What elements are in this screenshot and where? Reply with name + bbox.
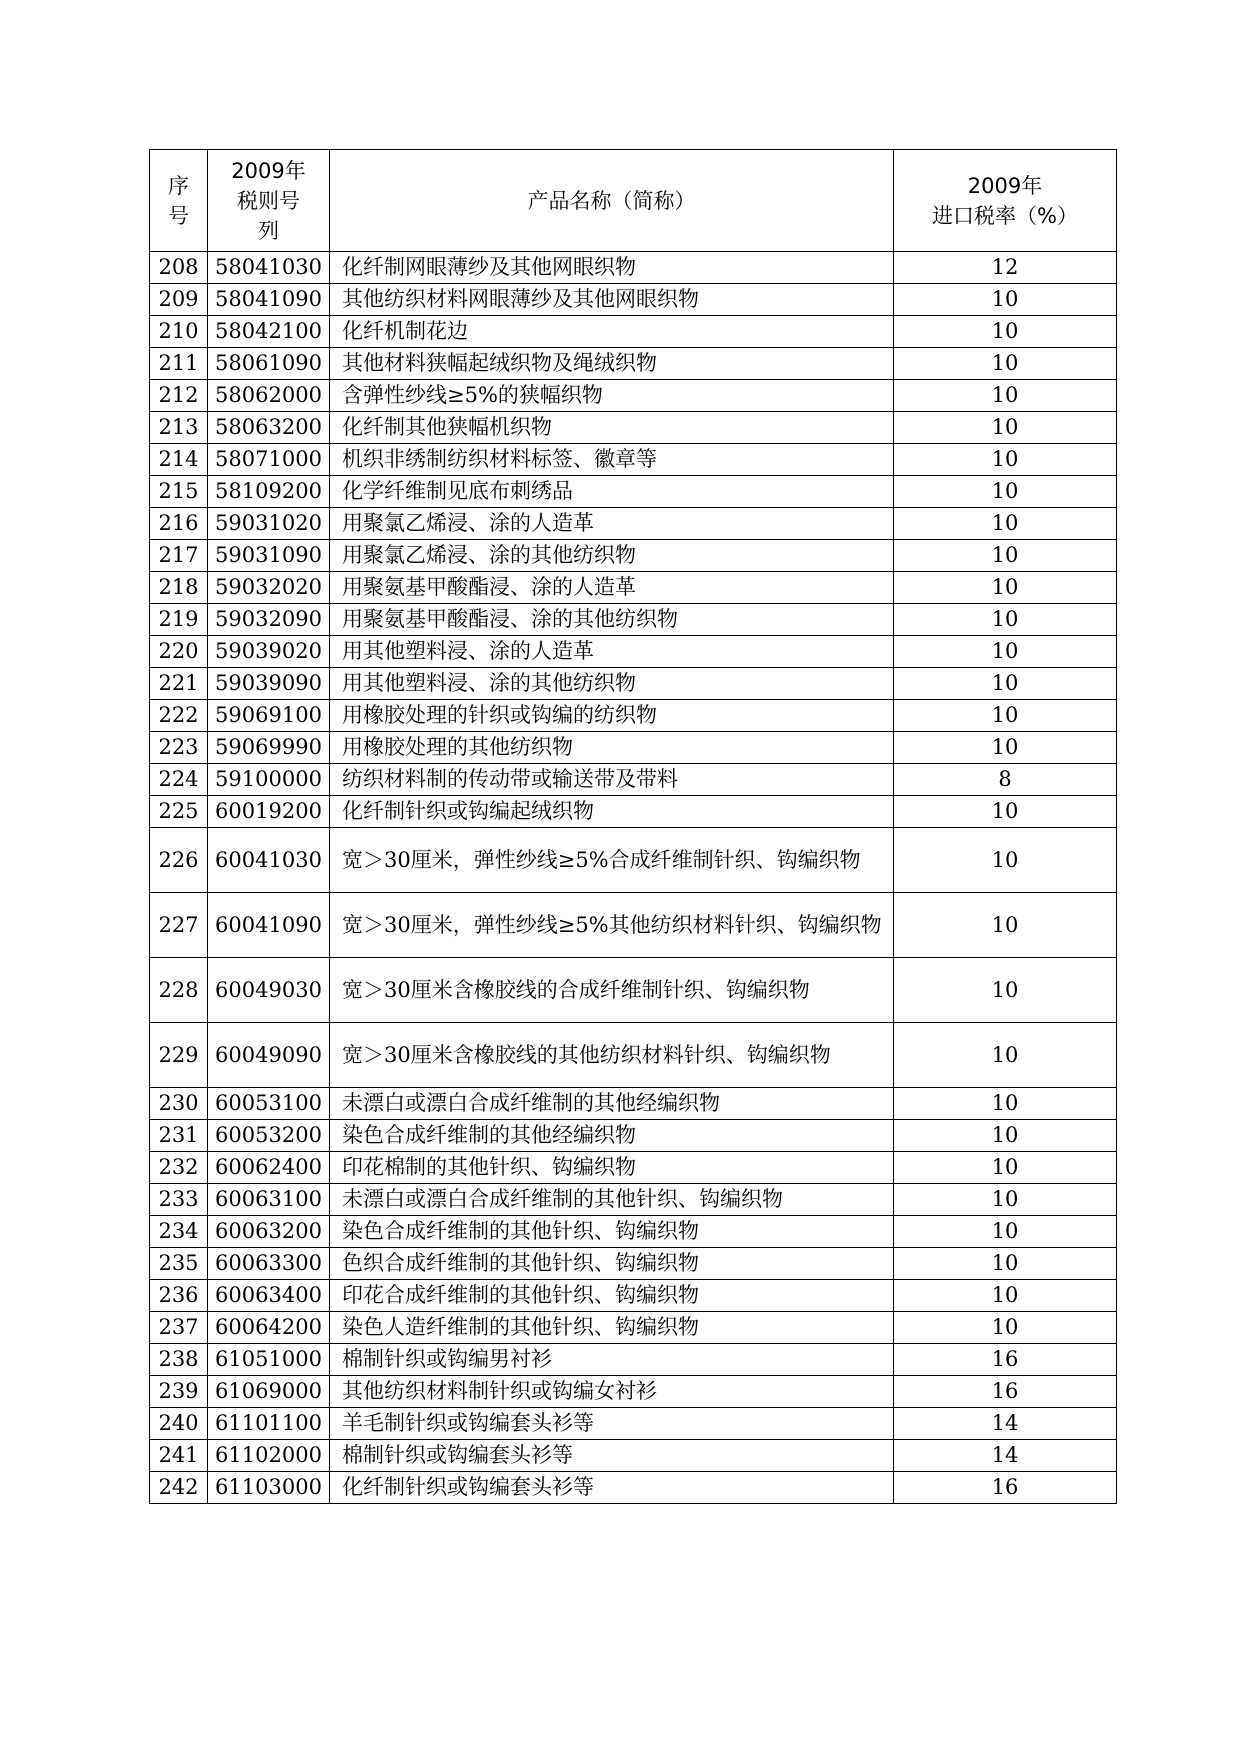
header-code-line: 列 bbox=[258, 218, 279, 243]
table-row bbox=[150, 1280, 1117, 1312]
table-row bbox=[150, 893, 1117, 958]
row-import-rate: 16 bbox=[894, 1344, 1117, 1376]
row-product-name: 染色人造纤维制的其他针织、钩编织物 bbox=[330, 1312, 894, 1344]
row-tariff-code: 58062000 bbox=[208, 380, 330, 412]
header-code bbox=[208, 150, 330, 252]
row-product-name: 化纤制网眼薄纱及其他网眼织物 bbox=[330, 252, 894, 284]
row-seq: 230 bbox=[150, 1088, 208, 1120]
table-row bbox=[150, 508, 1117, 540]
row-import-rate: 10 bbox=[894, 1312, 1117, 1344]
row-tariff-code: 59069100 bbox=[208, 700, 330, 732]
row-import-rate: 12 bbox=[894, 252, 1117, 284]
row-product-name: 用其他塑料浸、涂的其他纺织物 bbox=[330, 668, 894, 700]
row-tariff-code: 59032020 bbox=[208, 572, 330, 604]
row-tariff-code: 60053200 bbox=[208, 1120, 330, 1152]
row-product-name: 棉制针织或钩编男衬衫 bbox=[330, 1344, 894, 1376]
row-import-rate: 10 bbox=[894, 604, 1117, 636]
row-product-name: 化纤制针织或钩编套头衫等 bbox=[330, 1472, 894, 1504]
row-seq: 226 bbox=[150, 828, 208, 893]
row-tariff-code: 60053100 bbox=[208, 1088, 330, 1120]
table-row bbox=[150, 348, 1117, 380]
row-product-name: 化学纤维制见底布刺绣品 bbox=[330, 476, 894, 508]
table-row bbox=[150, 1216, 1117, 1248]
row-import-rate: 16 bbox=[894, 1376, 1117, 1408]
row-seq: 236 bbox=[150, 1280, 208, 1312]
row-product-name: 棉制针织或钩编套头衫等 bbox=[330, 1440, 894, 1472]
row-import-rate: 14 bbox=[894, 1440, 1117, 1472]
header-code-line: 税则号 bbox=[237, 188, 300, 213]
row-seq: 223 bbox=[150, 732, 208, 764]
table-row bbox=[150, 1248, 1117, 1280]
row-tariff-code: 59100000 bbox=[208, 764, 330, 796]
row-tariff-code: 61051000 bbox=[208, 1344, 330, 1376]
table-row bbox=[150, 252, 1117, 284]
row-seq: 212 bbox=[150, 380, 208, 412]
row-import-rate: 10 bbox=[894, 412, 1117, 444]
row-seq: 213 bbox=[150, 412, 208, 444]
row-import-rate: 10 bbox=[894, 1280, 1117, 1312]
row-product-name: 宽＞30厘米含橡胶线的合成纤维制针织、钩编织物 bbox=[330, 958, 894, 1023]
row-import-rate: 10 bbox=[894, 893, 1117, 958]
row-tariff-code: 61101100 bbox=[208, 1408, 330, 1440]
row-tariff-code: 61102000 bbox=[208, 1440, 330, 1472]
row-tariff-code: 60063400 bbox=[208, 1280, 330, 1312]
table-row bbox=[150, 572, 1117, 604]
row-import-rate: 10 bbox=[894, 732, 1117, 764]
row-product-name: 未漂白或漂白合成纤维制的其他经编织物 bbox=[330, 1088, 894, 1120]
row-import-rate: 10 bbox=[894, 1248, 1117, 1280]
row-import-rate: 10 bbox=[894, 1023, 1117, 1088]
table-row bbox=[150, 1440, 1117, 1472]
row-tariff-code: 58063200 bbox=[208, 412, 330, 444]
row-product-name: 染色合成纤维制的其他针织、钩编织物 bbox=[330, 1216, 894, 1248]
row-seq: 211 bbox=[150, 348, 208, 380]
row-import-rate: 10 bbox=[894, 540, 1117, 572]
row-import-rate: 10 bbox=[894, 348, 1117, 380]
table-row bbox=[150, 1376, 1117, 1408]
tariff-table bbox=[149, 149, 1117, 1504]
row-import-rate: 10 bbox=[894, 476, 1117, 508]
row-import-rate: 10 bbox=[894, 1120, 1117, 1152]
table-row bbox=[150, 764, 1117, 796]
row-import-rate: 10 bbox=[894, 316, 1117, 348]
row-seq: 229 bbox=[150, 1023, 208, 1088]
row-import-rate: 10 bbox=[894, 796, 1117, 828]
row-tariff-code: 60063300 bbox=[208, 1248, 330, 1280]
row-tariff-code: 60062400 bbox=[208, 1152, 330, 1184]
table-row bbox=[150, 668, 1117, 700]
row-tariff-code: 58041030 bbox=[208, 252, 330, 284]
row-import-rate: 10 bbox=[894, 1088, 1117, 1120]
table-row bbox=[150, 1184, 1117, 1216]
row-seq: 227 bbox=[150, 893, 208, 958]
row-seq: 209 bbox=[150, 284, 208, 316]
table-row bbox=[150, 1120, 1117, 1152]
row-seq: 217 bbox=[150, 540, 208, 572]
row-seq: 218 bbox=[150, 572, 208, 604]
row-import-rate: 10 bbox=[894, 444, 1117, 476]
header-seq bbox=[150, 150, 208, 252]
table-row bbox=[150, 1312, 1117, 1344]
table-row bbox=[150, 732, 1117, 764]
header-seq-line: 号 bbox=[168, 203, 189, 228]
row-import-rate: 10 bbox=[894, 1184, 1117, 1216]
row-product-name: 用橡胶处理的其他纺织物 bbox=[330, 732, 894, 764]
row-product-name: 羊毛制针织或钩编套头衫等 bbox=[330, 1408, 894, 1440]
table-body bbox=[150, 252, 1117, 1504]
row-product-name: 用聚氨基甲酸酯浸、涂的人造革 bbox=[330, 572, 894, 604]
row-product-name: 其他材料狭幅起绒织物及绳绒织物 bbox=[330, 348, 894, 380]
row-import-rate: 10 bbox=[894, 958, 1117, 1023]
header-seq-line: 序 bbox=[168, 173, 189, 198]
table-row bbox=[150, 284, 1117, 316]
row-seq: 234 bbox=[150, 1216, 208, 1248]
row-import-rate: 14 bbox=[894, 1408, 1117, 1440]
row-tariff-code: 60019200 bbox=[208, 796, 330, 828]
table-row bbox=[150, 444, 1117, 476]
row-seq: 241 bbox=[150, 1440, 208, 1472]
row-product-name: 其他纺织材料网眼薄纱及其他网眼织物 bbox=[330, 284, 894, 316]
row-tariff-code: 61103000 bbox=[208, 1472, 330, 1504]
table-row bbox=[150, 636, 1117, 668]
row-product-name: 印花合成纤维制的其他针织、钩编织物 bbox=[330, 1280, 894, 1312]
row-import-rate: 10 bbox=[894, 380, 1117, 412]
row-tariff-code: 59039020 bbox=[208, 636, 330, 668]
row-tariff-code: 59039090 bbox=[208, 668, 330, 700]
row-tariff-code: 59069990 bbox=[208, 732, 330, 764]
row-seq: 232 bbox=[150, 1152, 208, 1184]
table-row bbox=[150, 958, 1117, 1023]
row-tariff-code: 60049090 bbox=[208, 1023, 330, 1088]
table-row bbox=[150, 828, 1117, 893]
table-row bbox=[150, 1023, 1117, 1088]
row-seq: 228 bbox=[150, 958, 208, 1023]
table-row bbox=[150, 1472, 1117, 1504]
table-row bbox=[150, 540, 1117, 572]
row-seq: 242 bbox=[150, 1472, 208, 1504]
row-tariff-code: 61069000 bbox=[208, 1376, 330, 1408]
row-tariff-code: 60063200 bbox=[208, 1216, 330, 1248]
row-seq: 215 bbox=[150, 476, 208, 508]
row-seq: 222 bbox=[150, 700, 208, 732]
header-name: 产品名称（简称） bbox=[330, 150, 894, 252]
row-tariff-code: 58061090 bbox=[208, 348, 330, 380]
row-product-name: 用橡胶处理的针织或钩编的纺织物 bbox=[330, 700, 894, 732]
row-product-name: 用聚氯乙烯浸、涂的其他纺织物 bbox=[330, 540, 894, 572]
row-seq: 214 bbox=[150, 444, 208, 476]
row-import-rate: 10 bbox=[894, 1152, 1117, 1184]
row-seq: 239 bbox=[150, 1376, 208, 1408]
row-product-name: 用其他塑料浸、涂的人造革 bbox=[330, 636, 894, 668]
row-product-name: 含弹性纱线≥5%的狭幅织物 bbox=[330, 380, 894, 412]
row-seq: 221 bbox=[150, 668, 208, 700]
table-row bbox=[150, 1152, 1117, 1184]
row-seq: 220 bbox=[150, 636, 208, 668]
row-product-name: 宽＞30厘米，弹性纱线≥5%合成纤维制针织、钩编织物 bbox=[330, 828, 894, 893]
row-tariff-code: 58042100 bbox=[208, 316, 330, 348]
table-row bbox=[150, 1344, 1117, 1376]
row-seq: 210 bbox=[150, 316, 208, 348]
row-import-rate: 10 bbox=[894, 636, 1117, 668]
row-import-rate: 10 bbox=[894, 668, 1117, 700]
row-product-name: 宽＞30厘米含橡胶线的其他纺织材料针织、钩编织物 bbox=[330, 1023, 894, 1088]
row-product-name: 其他纺织材料制针织或钩编女衬衫 bbox=[330, 1376, 894, 1408]
row-seq: 224 bbox=[150, 764, 208, 796]
row-import-rate: 10 bbox=[894, 1216, 1117, 1248]
table-row bbox=[150, 1408, 1117, 1440]
row-seq: 219 bbox=[150, 604, 208, 636]
row-product-name: 化纤机制花边 bbox=[330, 316, 894, 348]
row-tariff-code: 58071000 bbox=[208, 444, 330, 476]
row-product-name: 色织合成纤维制的其他针织、钩编织物 bbox=[330, 1248, 894, 1280]
row-product-name: 化纤制其他狭幅机织物 bbox=[330, 412, 894, 444]
row-product-name: 纺织材料制的传动带或输送带及带料 bbox=[330, 764, 894, 796]
table-row bbox=[150, 604, 1117, 636]
row-product-name: 用聚氨基甲酸酯浸、涂的其他纺织物 bbox=[330, 604, 894, 636]
table-row bbox=[150, 476, 1117, 508]
table-row bbox=[150, 380, 1117, 412]
row-seq: 240 bbox=[150, 1408, 208, 1440]
table-row bbox=[150, 700, 1117, 732]
row-tariff-code: 59031020 bbox=[208, 508, 330, 540]
row-seq: 233 bbox=[150, 1184, 208, 1216]
row-tariff-code: 58109200 bbox=[208, 476, 330, 508]
table-row bbox=[150, 412, 1117, 444]
row-tariff-code: 60064200 bbox=[208, 1312, 330, 1344]
row-import-rate: 10 bbox=[894, 828, 1117, 893]
table-header-row bbox=[150, 150, 1117, 252]
row-tariff-code: 60041030 bbox=[208, 828, 330, 893]
row-import-rate: 16 bbox=[894, 1472, 1117, 1504]
row-product-name: 染色合成纤维制的其他经编织物 bbox=[330, 1120, 894, 1152]
row-tariff-code: 60041090 bbox=[208, 893, 330, 958]
row-seq: 208 bbox=[150, 252, 208, 284]
row-seq: 225 bbox=[150, 796, 208, 828]
row-product-name: 宽＞30厘米，弹性纱线≥5%其他纺织材料针织、钩编织物 bbox=[330, 893, 894, 958]
row-seq: 231 bbox=[150, 1120, 208, 1152]
row-tariff-code: 60049030 bbox=[208, 958, 330, 1023]
row-product-name: 未漂白或漂白合成纤维制的其他针织、钩编织物 bbox=[330, 1184, 894, 1216]
header-rate bbox=[894, 150, 1117, 252]
row-import-rate: 10 bbox=[894, 284, 1117, 316]
row-product-name: 用聚氯乙烯浸、涂的人造革 bbox=[330, 508, 894, 540]
row-product-name: 印花棉制的其他针织、钩编织物 bbox=[330, 1152, 894, 1184]
row-tariff-code: 60063100 bbox=[208, 1184, 330, 1216]
row-seq: 235 bbox=[150, 1248, 208, 1280]
row-seq: 237 bbox=[150, 1312, 208, 1344]
row-import-rate: 10 bbox=[894, 700, 1117, 732]
table-row bbox=[150, 796, 1117, 828]
row-import-rate: 8 bbox=[894, 764, 1117, 796]
row-seq: 238 bbox=[150, 1344, 208, 1376]
table-row bbox=[150, 1088, 1117, 1120]
row-import-rate: 10 bbox=[894, 508, 1117, 540]
row-tariff-code: 59032090 bbox=[208, 604, 330, 636]
table-row bbox=[150, 316, 1117, 348]
row-product-name: 化纤制针织或钩编起绒织物 bbox=[330, 796, 894, 828]
row-product-name: 机织非绣制纺织材料标签、徽章等 bbox=[330, 444, 894, 476]
row-import-rate: 10 bbox=[894, 572, 1117, 604]
row-tariff-code: 58041090 bbox=[208, 284, 330, 316]
row-tariff-code: 59031090 bbox=[208, 540, 330, 572]
row-seq: 216 bbox=[150, 508, 208, 540]
header-rate-line: 2009年 bbox=[967, 173, 1043, 198]
header-rate-line: 进口税率（%） bbox=[932, 203, 1078, 228]
header-code-line: 2009年 bbox=[231, 158, 306, 183]
